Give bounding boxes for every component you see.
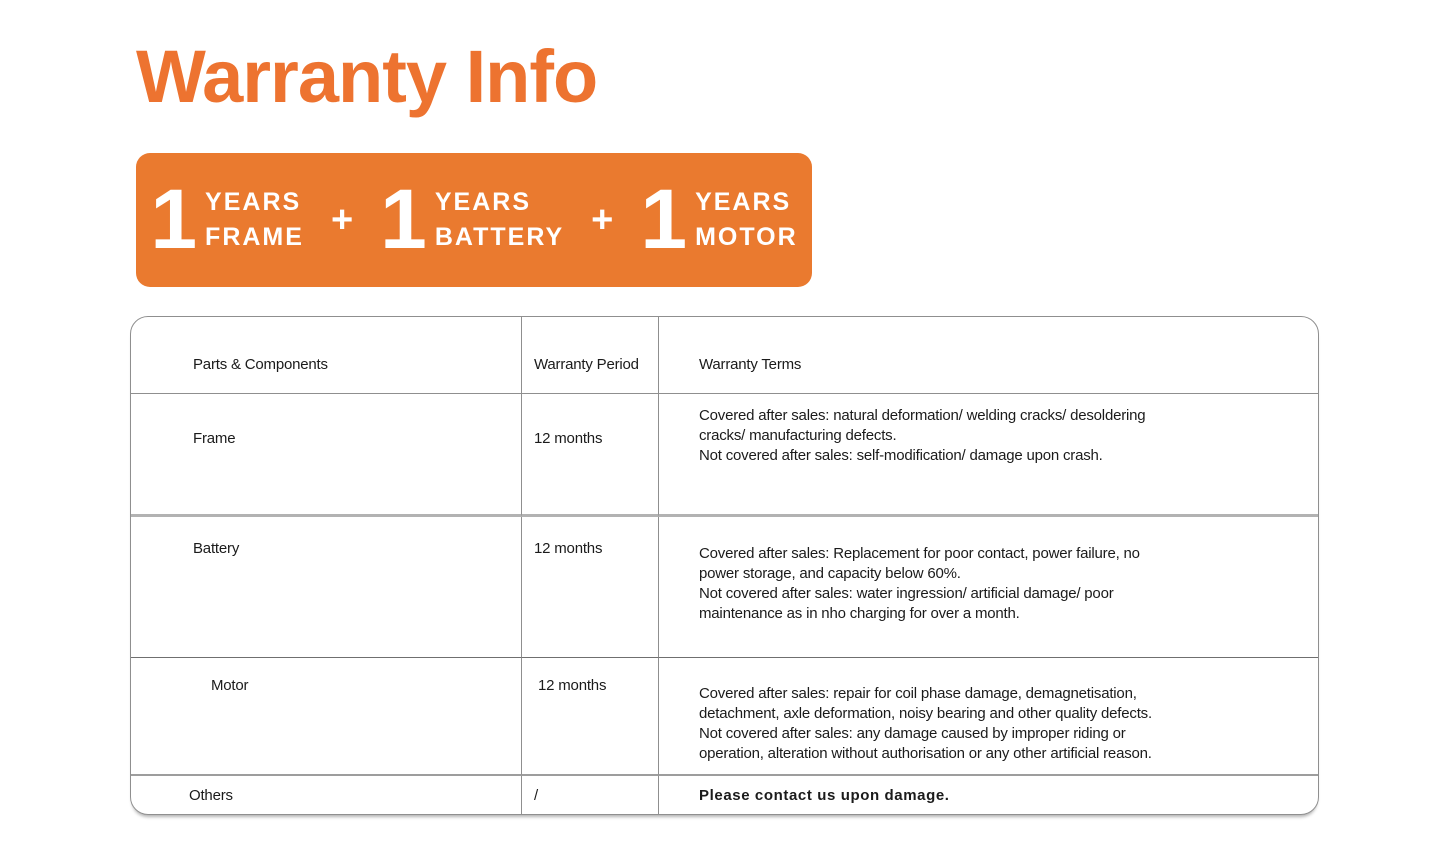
battery-period: 12 months: [534, 540, 603, 557]
header-terms-label: Warranty Terms: [699, 355, 802, 373]
motor-years-unit: YEARS: [695, 188, 792, 216]
cell-part-others: [131, 776, 522, 814]
banner-item-battery: [380, 172, 565, 267]
others-label: Others: [189, 786, 233, 804]
others-terms: Please contact us upon damage.: [699, 786, 950, 804]
table-header-terms: [659, 317, 1318, 394]
battery-years-number: 1: [380, 172, 425, 267]
cell-part-battery: [131, 517, 522, 658]
motor-label: Motor: [211, 677, 249, 694]
cell-terms-others: [659, 776, 1318, 814]
table-header-period: [522, 317, 659, 394]
motor-terms: Covered after sales: repair for coil phase damage, demagnetisation, detachment, axle deformation, noisy bearing and other quality defects. Not covered after sales: any damage caused by improper riding or operation, alteration without authorisation or any other artificial reason.: [699, 685, 1152, 762]
cell-period-battery: [522, 517, 659, 658]
banner-item-motor: [640, 172, 798, 267]
motor-part-label: MOTOR: [695, 223, 798, 251]
banner-item-frame: [150, 172, 304, 267]
frame-part-label: FRAME: [205, 223, 304, 251]
cell-terms-motor: [659, 658, 1318, 776]
cell-terms-frame: [659, 394, 1318, 517]
table-header-parts: [131, 317, 522, 394]
motor-years-number: 1: [640, 172, 686, 267]
warranty-table: [130, 316, 1319, 815]
battery-part-label: BATTERY: [434, 223, 565, 251]
header-period-label: Warranty Period: [534, 355, 639, 373]
frame-period: 12 months: [534, 430, 603, 447]
plus-sign: +: [591, 198, 614, 241]
cell-part-motor: [131, 658, 522, 776]
battery-label: Battery: [193, 540, 240, 557]
cell-terms-battery: [659, 517, 1318, 658]
frame-terms: Covered after sales: natural deformation/ welding cracks/ desoldering cracks/ manufacturing defects. Not covered after sales: self-modification/ damage upon crash.: [699, 407, 1146, 464]
warranty-banner: [136, 153, 812, 287]
cell-period-others: [522, 776, 659, 814]
motor-period: 12 months: [538, 677, 607, 694]
frame-years-number: 1: [150, 172, 196, 267]
battery-years-unit: YEARS: [434, 188, 531, 216]
cell-period-motor: [522, 658, 659, 776]
frame-label: Frame: [193, 430, 236, 447]
frame-years-unit: YEARS: [205, 188, 302, 216]
cell-part-frame: [131, 394, 522, 517]
plus-sign: +: [330, 198, 354, 241]
page-title: Warranty Info: [136, 35, 598, 118]
others-period: /: [534, 786, 538, 804]
cell-period-frame: [522, 394, 659, 517]
header-parts-label: Parts & Components: [193, 355, 328, 373]
battery-terms: Covered after sales: Replacement for poor contact, power failure, no power storage, and capacity below 60%. Not covered after sales: water ingression/ artificial damage/ poor maintenance as in nho charging for over a month.: [699, 545, 1140, 622]
